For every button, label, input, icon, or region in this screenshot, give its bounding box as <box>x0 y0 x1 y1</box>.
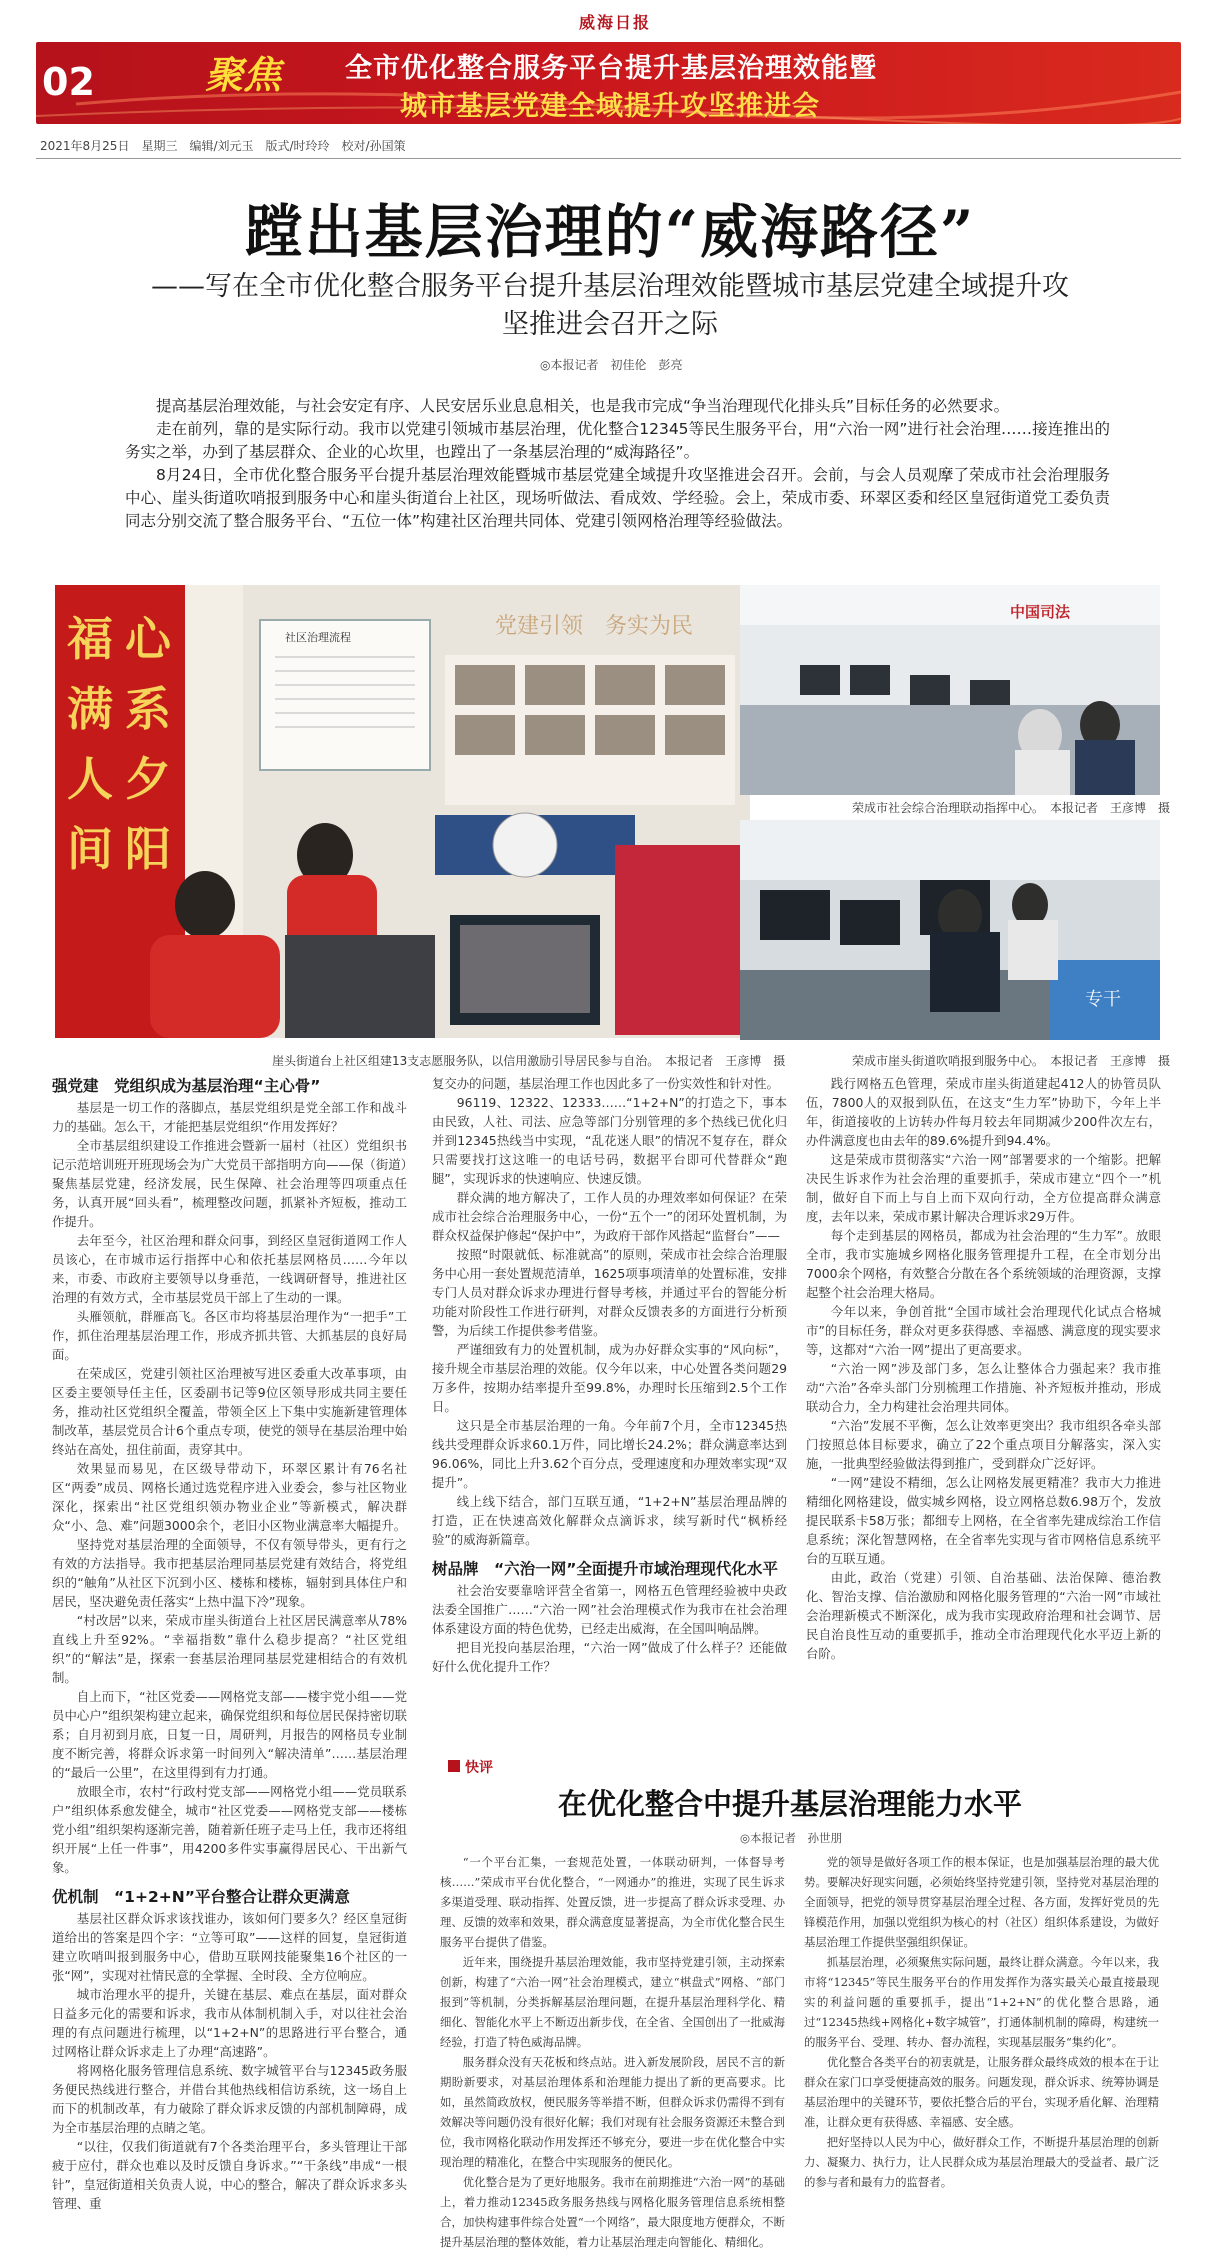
paragraph: 由此，政治（党建）引领、自治基础、法治保障、德治教化、智治支撑、信治激励和网格化服务管理的“六治一网”市域社会治理新模式不断深化，成为我市实现政府治理和社会调节、居民自治良性互动的重要抓手，推动全市治理现代化水平迈上新的台阶。 <box>806 1570 1161 1661</box>
paragraph: 党的领导是做好各项工作的根本保证，也是加强基层治理的最大优势。要解决好现实问题，必须始终坚持党建引领，坚持党对基层治理的全面领导，把党的领导贯穿基层治理全过程、各方面，发挥好党员的先锋模范作用，加强以党组织为核心的村（社区）组织体系建设，为做好基层治理工作提供坚强组织保证。 <box>804 1855 1159 1949</box>
sign-text: 中国司法 <box>1010 603 1071 621</box>
photo-caption: 荣成市社会综合治理联动指挥中心。 本报记者 王彦博 摄 <box>852 801 1171 815</box>
banner-char: 人 <box>67 752 113 806</box>
banner-char: 阳 <box>125 822 171 876</box>
paragraph: “村改居”以来，荣成市崖头街道台上社区居民满意率从78%直线上升至92%。“幸福指数”靠什么稳步提高？“社区党组织”的“解法”是，探索一套基层治理同基层党建相结合的有效机制。 <box>52 1613 407 1685</box>
photo-command-center <box>740 585 1160 795</box>
paragraph: 头雁领航，群雁高飞。各区市均将基层治理作为“一把手”工作，抓住治理基层治理工作，形成齐抓共管、大抓基层的良好局面。 <box>52 1309 407 1362</box>
photo-command-center-illustration <box>740 585 1160 795</box>
byline: ◎本报记者 初佳伦 彭亮 <box>540 358 683 372</box>
banner-title-line1: 全市优化整合服务平台提升基层治理效能暨 <box>345 53 877 84</box>
paragraph: “六治”发展不平衡，怎么让效率更突出？我市组织各牵头部门按照总体目标要求，确立了22个重点项目分解落实，深入实施，一批典型经验做法得到推广，受到群众广泛好评。 <box>806 1418 1161 1471</box>
paragraph: 在荣成区，党建引领社区治理被写进区委重大改革事项，由区委主要领导任主任，区委副书记等9位区领导形成共同主要任务，推动社区党组织全覆盖，带领全区上下集中实施新建管理体制改革，基层党员合计6个重点专项，使党的领导在基层治理中始终站在高处，扭住前面，责穿其中。 <box>52 1366 407 1457</box>
photo-caption: 荣成市崖头街道吹哨报到服务中心。 本报记者 王彦博 摄 <box>852 1054 1171 1068</box>
paragraph: 基层社区群众诉求该找谁办，该如何门要多久？经区皇冠街道给出的答案是四个字：“立等可取”——这样的回复，皇冠街道建立吹哨叫报到服务中心，借助互联网技能聚集16个社区的一张“网”，实现对社情民意的全掌握、全时段、全方位响应。 <box>52 1911 407 1983</box>
commentary-label: 快评 <box>465 1760 493 1776</box>
paragraph: 践行网格五色管理，荣成市崖头街道建起412人的协管员队伍，7800人的双报到队伍，在这支“生力军”协助下，今年上半年，街道接收的上访转办件每月较去年同期减少200件次左右，办件满意度也由去年的89.6%提升到94.4%。 <box>806 1076 1161 1148</box>
subheadline: ——写在全市优化整合服务平台提升基层治理效能暨城市基层党建全域提升攻坚推进会召开之际 <box>151 271 1069 340</box>
paragraph: 社会治安要靠啥评营全省第一，网格五色管理经验被中央政法委全国推广……“六治一网”社会治理模式作为我市在社会治理体系建设方面的特色优势，已经走出威海，在全国叫响品牌。 <box>432 1583 787 1636</box>
commentary-column-2 <box>804 1852 1159 2192</box>
paragraph: 放眼全市，农村“行政村党支部——网格党小组——党员联系户”组织体系愈发健全，城市“社区党委——网格党支部——楼栋党小组”组织架构逐渐完善，随着新任班子走马上任，我市还将组织开展“上任一件事”，用4200多件实事赢得居民心、干出新气象。 <box>52 1784 407 1875</box>
photo-caption: 崖头街道台上社区组建13支志愿服务队，以信用激励引导居民参与自治。 本报记者 王彦博 摄 <box>272 1054 786 1068</box>
paragraph: 这是荣成市贯彻落实“六治一网”部署要求的一个缩影。把解决民生诉求作为社会治理的重要抓手，荣成市建立“四个一”机制，做好自下而上与自上而下双向行动，全方位提高群众满意度，去年以来，荣成市累计解决合理诉求29万件。 <box>806 1152 1161 1224</box>
photo-service-center <box>740 820 1160 1040</box>
lead-paragraph: 提高基层治理效能，与社会安定有序、人民安居乐业息息相关，也是我市完成“争当治理现代化排头兵”目标任务的必然要求。 <box>156 397 1010 415</box>
paragraph: 严谨细致有力的处置机制，成为办好群众实事的“风向标”，接升规全市基层治理的效能。仅今年以来，中心处置各类问题29万多件，按期办结率提升至99.8%，办理时长压缩到2.5个工作日。 <box>432 1342 787 1414</box>
board-title: 社区治理流程 <box>285 631 351 644</box>
commentary-marker <box>448 1760 460 1772</box>
paragraph: 去年至今，社区治理和群众问事，到经区皇冠街道网工作人员该心，在市城市运行指挥中心和依托基层网格员……今年以来，市委、市政府主要领导以身垂范，一线调研督导，推进社区治理的有效方式，全市基层党员干部上了生动的一课。 <box>52 1233 407 1305</box>
section-heading: 树品牌 “六治一网”全面提升市域治理现代化水平 <box>432 1560 778 1578</box>
paragraph: “一网”建设不精细，怎么让网格发展更精准？我市大力推进精细化网格建设，做实城乡网格，设立网格总数6.98万个，发放提民联系卡58万张；都细专上网格，在全省率先建成综治工作信息系统；深化智慧网格，在全省率先实现与省市网格信息系统平台的互联互通。 <box>806 1475 1161 1566</box>
paragraph: 每个走到基层的网格员，都成为社会治理的“生力军”。放眼全市，我市实施城乡网格化服务管理提升工程，在全市划分出7000余个网格，有效整合分散在各个系统领域的治理资源，支撑起整个社会治理大格局。 <box>806 1228 1161 1300</box>
commentary-column-1 <box>440 1852 785 2252</box>
focus-label: 聚焦 <box>205 52 282 97</box>
lead-paragraph: 8月24日，全市优化整合服务平台提升基层治理效能暨城市基层党建全域提升攻坚推进会召开。会前，与会人员观摩了荣成市社会治理服务中心、崖头街道吹哨报到服务中心和崖头街道台上社区，现场听做法、看成效、学经验。会上，荣成市委、环翠区委和经区皇冠街道党工委负责同志分别交流了整合服务平台、“五位一体”构建社区治理共同体、党建引领网格治理等经验做法。 <box>125 466 1110 530</box>
banner-char: 满 <box>67 682 113 736</box>
wall-text: 党建引领 务实为民 <box>495 614 694 639</box>
paragraph: 将网格化服务管理信息系统、数字城管平台与12345政务服务便民热线进行整合，并借台其他热线相信访系统，这一场自上而下的机制改革，有力破除了群众诉求反馈的内部机制障碍，成为全市基层治理的点睛之笔。 <box>52 2063 407 2135</box>
paragraph: 今年以来，争创首批“全国市域社会治理现代化试点合格城市”的目标任务，群众对更多获得感、幸福感、满意度的现实要求等，这都对“六治一网”提出了更高要求。 <box>806 1304 1161 1357</box>
section-heading: 强党建 党组织成为基层治理“主心骨” <box>52 1077 321 1095</box>
lead-paragraph: 走在前列，靠的是实际行动。我市以党建引领城市基层治理，优化整合12345等民生服务平台，用“六治一网”进行社会治理……接连推出的务实之举，办到了基层群众、企业的心坎里，也蹚出了一条基层治理的“威海路径”。 <box>125 420 1110 461</box>
paragraph: 全市基层组织建设工作推进会暨新一届村（社区）党组织书记示范培训班开班现场会为广大党员干部指明方向——保（街道）聚焦基层党建，经济发展，民生保障、社会治理等四项重点任务，认真开展“回头看”，梳理整改问题，抓紧补齐短板，推动工作提升。 <box>52 1138 407 1229</box>
issue-info: 2021年8月25日 星期三 编辑/刘元玉 版式/时玲玲 校对/孙国策 <box>40 139 406 153</box>
paragraph: 复交办的问题，基层治理工作也因此多了一份实效性和针对性。 <box>432 1076 779 1091</box>
sign-text: 专干 <box>1085 989 1121 1010</box>
paragraph: 服务群众没有天花板和终点站。进入新发展阶段，居民不言的新期盼新要求，对基层治理体系和治理能力提出了新的更高要求。比如，虽然简政放权，便民服务等举措不断，但群众诉求仍需得不到有效解决等问题仍没有很好化解；我们对现有社会服务资源还未整合到位，我市网格化联动作用发挥还不够充分，要进一步在优化整合中实现治理的精准化，在整合中实现服务的便民化。 <box>440 2055 785 2169</box>
paragraph: 近年来，围绕提升基层治理效能，我市坚持党建引领，主动探索创新，构建了“六治一网”社会治理模式，建立“棋盘式”网格、“部门报到”等机制，分类拆解基层治理问题，在提升基层治理科学化、精细化、智能化水平上不断迈出新步伐，在全省、全国创出了一批威海经验，打造了特色威海品牌。 <box>440 1955 785 2049</box>
photo-volunteers-illustration <box>55 585 750 1038</box>
paragraph: 抓基层治理，必须聚焦实际问题，最终让群众满意。今年以来，我市将“12345”等民生服务平台的作用发挥作为落实最关心最直接最现实的利益问题的重要抓手，提出“1+2+N”的优化整合思路，通过“12345热线+网格化+数字城管”，打通体制机制的障碍，构建统一的服务平台、受理、转办、督办流程，实现基层服务“集约化”。 <box>804 1955 1159 2049</box>
banner-char: 系 <box>125 682 171 736</box>
banner-char: 间 <box>67 822 113 876</box>
commentary-title: 在优化整合中提升基层治理能力水平 <box>557 1787 1022 1821</box>
banner-char: 福 <box>67 612 113 666</box>
paragraph: “六治一网”涉及部门多，怎么让整体合力强起来？我市推动“六治”各牵头部门分别梳理工作措施、补齐短板并推动，形成联动合力，全力构建社会治理共同体。 <box>806 1361 1161 1414</box>
paragraph: 群众满的地方解决了，工作人员的办理效率如何保证？在荣成市社会综合治理服务中心，一份“五个一”的闭环处置机制，为群众权益保护修起“保护中”，为政府干部作风搭起“监督台”—— <box>432 1190 787 1243</box>
masthead: 威海日报 <box>578 13 651 32</box>
article-column-2 <box>432 1074 787 1676</box>
paragraph: “以往，仅我们街道就有7个各类治理平台，多头管理让干部疲于应付，群众也难以及时反馈自身诉求。”“干条线”串成“一根针”，皇冠街道相关负责人说，中心的整合，解决了群众诉求多头管理、重 <box>52 2139 407 2211</box>
paragraph: 基层是一切工作的落脚点，基层党组织是党全部工作和战斗力的基础。怎么干，才能把基层党组织“作用发挥好？ <box>52 1100 407 1134</box>
paragraph: 线上线下结合，部门互联互通，“1+2+N”基层治理品牌的打造，正在快速高效化解群众点滴诉求，续写新时代“枫桥经验”的威海新篇章。 <box>432 1494 787 1547</box>
photo-service-center-illustration <box>740 820 1160 1040</box>
paragraph: 优化整合是为了更好地服务。我市在前期推进“六治一网”的基础上，着力推动12345政务服务热线与网格化服务管理信息系统相整合，加快构建事件综合处置“一个网络”，最大限度地方便群众，不断提升基层治理的整体效能，着力让基层治理走向智能化、精细化。 <box>440 2175 785 2249</box>
paragraph: 96119、12322、12333……“1+2+N”的打造之下，事本由民致，人社、司法、应急等部门分别管理的多个热线已优化归并到12345热线当中实现，“乱花迷人眼”的情况不复存在，群众只需要找打这这唯一的电话号码，数据平台即可代替群众“跑腿”，实现诉求的快速响应、快速反馈。 <box>432 1095 787 1186</box>
paragraph: 坚持党对基层治理的全面领导，不仅有领导带头，更有行之有效的方法指导。我市把基层治理同基层党建有效结合，将党组织的“触角”从社区下沉到小区、楼栋和楼栋，辐射到具体住户和居民，坚决避免责任落实“上热中温下冷”现象。 <box>52 1537 407 1609</box>
paragraph: 城市治理水平的提升，关键在基层、难点在基层，面对群众日益多元化的需要和诉求，我市从体制机制入手，对以往社会治理的有点问题进行梳理，以“1+2+N”的思路进行平台整合，通过网格让群众诉求走上了办理“高速路”。 <box>52 1987 407 2059</box>
article-column-3 <box>806 1074 1161 1663</box>
photo-volunteers <box>55 585 750 1038</box>
paragraph: 自上而下，“社区党委——网格党支部——楼宇党小组——党员中心户”组织架构建立起来，确保党组织和每位居民保持密切联系；自月初到月底，日复一日，周研判，月报告的网格员专业制度不断完善，将群众诉求第一时间列入“解决清单”……基层治理的“最后一公里”，在这里得到有力打通。 <box>52 1689 407 1780</box>
divider <box>36 158 1181 159</box>
paragraph: 这只是全市基层治理的一角。今年前7个月，全市12345热线共受理群众诉求60.1万件，同比增长24.2%；群众满意率达到96.06%，同比上升3.62个百分点，受理速度和办理效率实现“双提升”。 <box>432 1418 787 1490</box>
page-number: 02 <box>42 60 95 104</box>
banner-title-line2: 城市基层党建全域提升攻坚推进会 <box>400 91 820 122</box>
paragraph: 优化整合各类平台的初衷就是，让服务群众最终成效的根本在于让群众在家门口享受便捷高效的服务。问题发现，群众诉求、统筹协调是基层治理中的关键环节，要依托整合后的平台，实现矛盾化解、治理精准，让群众更有获得感、幸福感、安全感。 <box>804 2055 1159 2129</box>
paragraph: 效果显而易见，在区级导带动下，环翠区累计有76名社区“两委”成员、网格长通过选党程序进入业委会，参与社区物业深化，探索出“社区党组织领办物业企业”等新模式，解决群众“小、急、难”问题3000余个，老旧小区物业满意率大幅提升。 <box>52 1461 407 1533</box>
section-heading: 优机制 “1+2+N”平台整合让群众更满意 <box>52 1888 350 1906</box>
article-column-1 <box>52 1074 407 2213</box>
paragraph: “一个平台汇集，一套规范处置，一体联动研判，一体督导考核……”荣成市平台优化整合，“一网通办”的推进，实现了民生诉求多渠道受理、联动指挥、处置反馈，进一步提高了群众诉求受理、办理、反馈的效率和效果，群众满意度显著提高，为全市优化整合民生服务平台提供了借鉴。 <box>440 1855 785 1949</box>
paragraph: 把目光投向基层治理，“六治一网”做成了什么样子？还能做好什么优化提升工作？ <box>432 1640 787 1674</box>
commentary-byline: ◎本报记者 孙世朋 <box>740 1831 843 1845</box>
lead-paragraphs <box>125 395 1110 533</box>
paragraph: 把好坚持以人民为中心，做好群众工作，不断提升基层治理的创新力、凝聚力、执行力，让人民群众成为基层治理最大的受益者、最广泛的参与者和最有力的监督者。 <box>804 2135 1159 2189</box>
banner-char: 心 <box>125 612 171 666</box>
banner-char: 夕 <box>125 752 171 806</box>
paragraph: 按照“时限就低、标准就高”的原则，荣成市社会综合治理服务中心用一套处置规范清单，1625项事项清单的处置标准，安排专门人员对群众诉求办理进行督导考核，并通过平台的智能分析功能对阶段性工作进行研判，对群众反馈表多的方面进行分析预警，为后续工作提供参考借鉴。 <box>432 1247 787 1338</box>
headline: 蹚出基层治理的“威海路径” <box>244 198 976 266</box>
